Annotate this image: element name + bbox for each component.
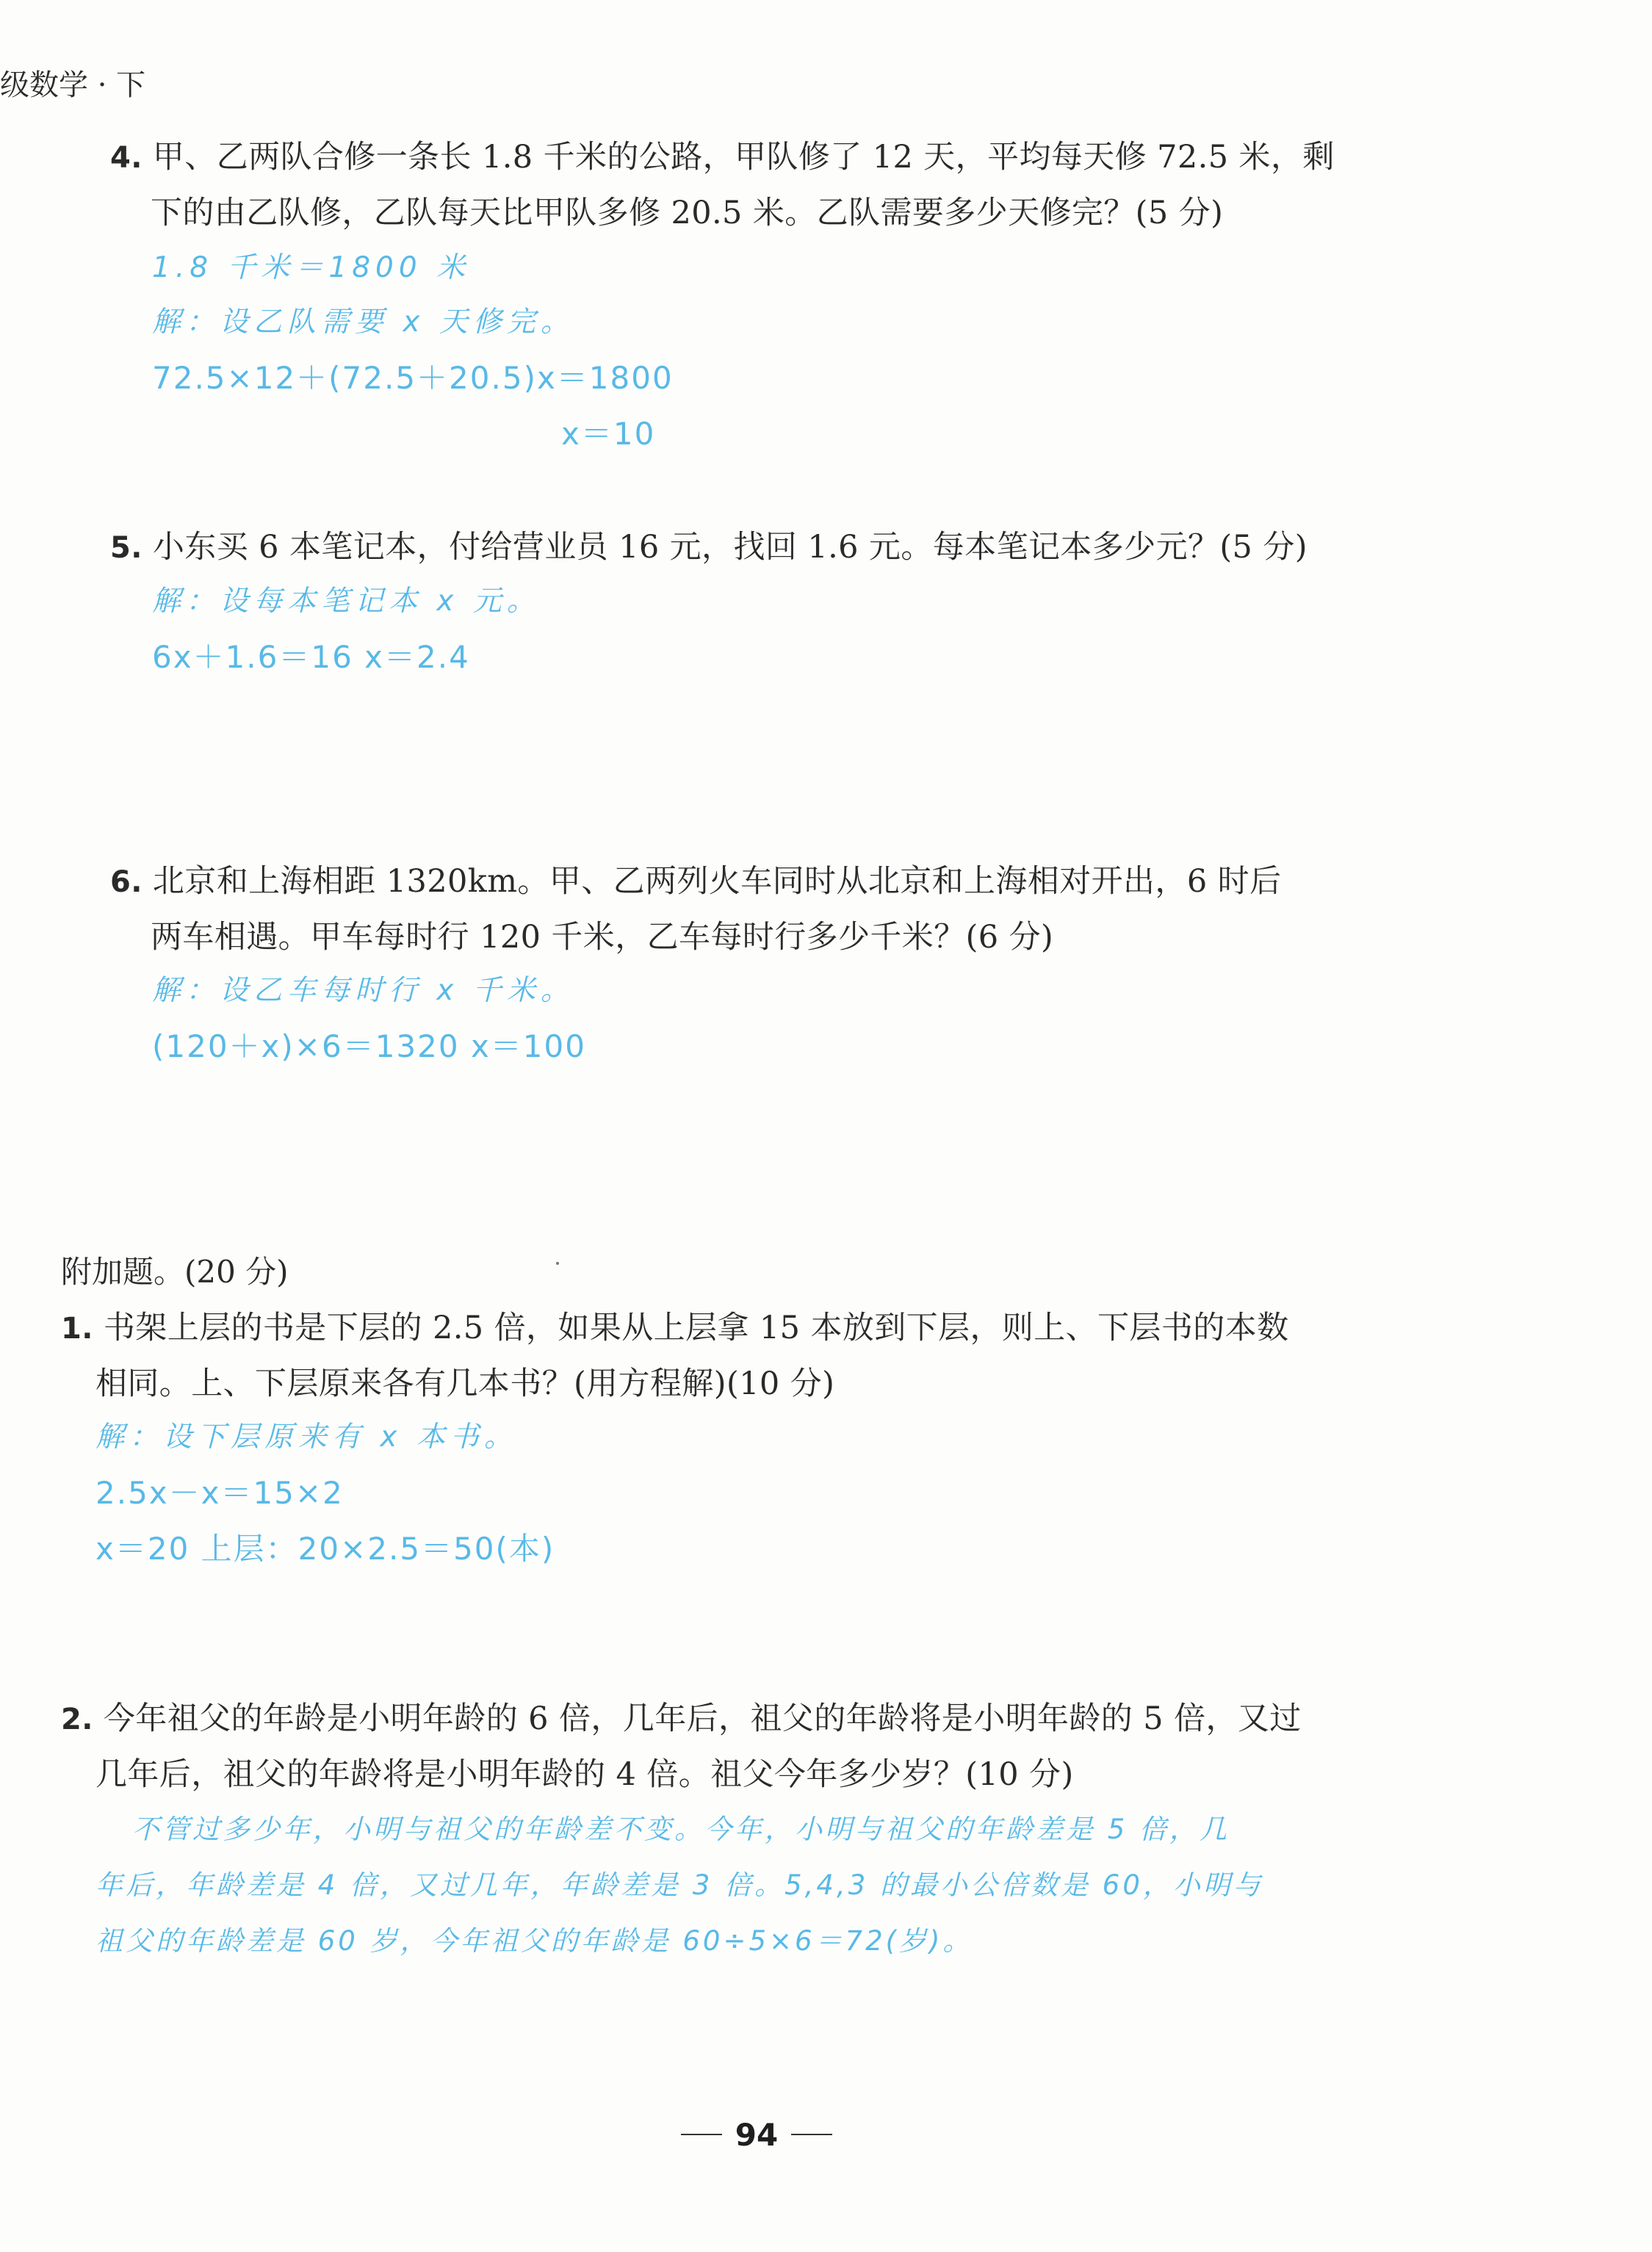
page-number-right-dash <box>791 2134 832 2135</box>
page-header: 级数学 · 下 <box>0 68 146 102</box>
page-number <box>632 2112 881 2157</box>
problem-4-text-1: 甲、乙两队合修一条长 1.8 千米的公路，甲队修了 12 天，平均每天修 72.5 米，剩 <box>152 139 1335 176</box>
problem-4-line-2: 下的由乙队修，乙队每天比甲队多修 20.5 米。乙队需要多少天修完？(5 分) <box>151 195 1224 231</box>
page-number-text: 94 <box>735 2116 779 2153</box>
bonus-problem-2-answer-1: 不管过多少年，小明与祖父的年龄差不变。今年，小明与祖父的年龄差是 5 倍，几 <box>132 1813 1230 1845</box>
problem-5-text-1: 小东买 6 本笔记本，付给营业员 16 元，找回 1.6 元。每本笔记本多少元？(5 分) <box>152 529 1307 566</box>
problem-4-line-1 <box>110 135 1335 180</box>
problem-6-answer-2: (120＋x)×6＝1320 x＝100 <box>152 1028 586 1064</box>
problem-5-answer-2: 6x＋1.6＝16 x＝2.4 <box>152 639 470 675</box>
bonus-problem-1-text-1: 书架上层的书是下层的 2.5 倍，如果从上层拿 15 本放到下层，则上、下层书的本数 <box>103 1310 1289 1346</box>
problem-6-line-2: 两车相遇。甲车每时行 120 千米，乙车每时行多少千米？(6 分) <box>151 919 1054 956</box>
problem-6-text-1: 北京和上海相距 1320km。甲、乙两列火车同时从北京和上海相对开出，6 时后 <box>152 863 1282 900</box>
problem-4-answer-2: 解：设乙队需要 x 天修完。 <box>152 306 574 339</box>
bonus-problem-1-answer-1: 解：设下层原来有 x 本书。 <box>95 1421 518 1454</box>
bonus-problem-1-line-1 <box>61 1306 1288 1351</box>
bonus-problem-1-answer-2: 2.5x－x＝15×2 <box>95 1475 344 1511</box>
bonus-problem-2-answer-2: 年后，年龄差是 4 倍，又过几年，年龄差是 3 倍。5,4,3 的最小公倍数是 60，小明与 <box>95 1869 1263 1901</box>
problem-4-number: 4. <box>110 141 143 175</box>
problem-5-number: 5. <box>110 531 143 565</box>
bonus-problem-1-answer-3: x＝20 上层：20×2.5＝50(本) <box>95 1531 555 1567</box>
problem-6-line-1 <box>110 859 1281 904</box>
bonus-problem-1-number: 1. <box>61 1312 93 1346</box>
problem-5-line-1 <box>110 525 1307 570</box>
bonus-problem-1-line-2: 相同。上、下层原来各有几本书？(用方程解)(10 分) <box>95 1365 835 1402</box>
stray-dot <box>556 1262 559 1265</box>
problem-4-answer-3: 72.5×12＋(72.5＋20.5)x＝1800 <box>152 360 674 396</box>
bonus-problem-2-answer-3: 祖父的年龄差是 60 岁，今年祖父的年龄是 60÷5×6＝72(岁)。 <box>95 1925 973 1957</box>
bonus-title: 附加题。(20 分) <box>61 1254 289 1290</box>
bonus-problem-2-number: 2. <box>61 1703 93 1736</box>
bonus-problem-2-line-2: 几年后，祖父的年龄将是小明年龄的 4 倍。祖父今年多少岁？(10 分) <box>95 1756 1074 1793</box>
bonus-problem-2-text-1: 今年祖父的年龄是小明年龄的 6 倍，几年后，祖父的年龄将是小明年龄的 5 倍，又过 <box>103 1700 1302 1737</box>
page-number-left-dash <box>681 2134 722 2135</box>
problem-6-answer-1: 解：设乙车每时行 x 千米。 <box>152 974 574 1007</box>
problem-5-answer-1: 解：设每本笔记本 x 元。 <box>152 585 541 618</box>
problem-4-answer-4: x＝10 <box>561 416 656 452</box>
problem-6-number: 6. <box>110 865 143 899</box>
problem-4-answer-1: 1.8 千米＝1800 米 <box>152 251 471 284</box>
bonus-problem-2-line-1 <box>61 1697 1302 1742</box>
